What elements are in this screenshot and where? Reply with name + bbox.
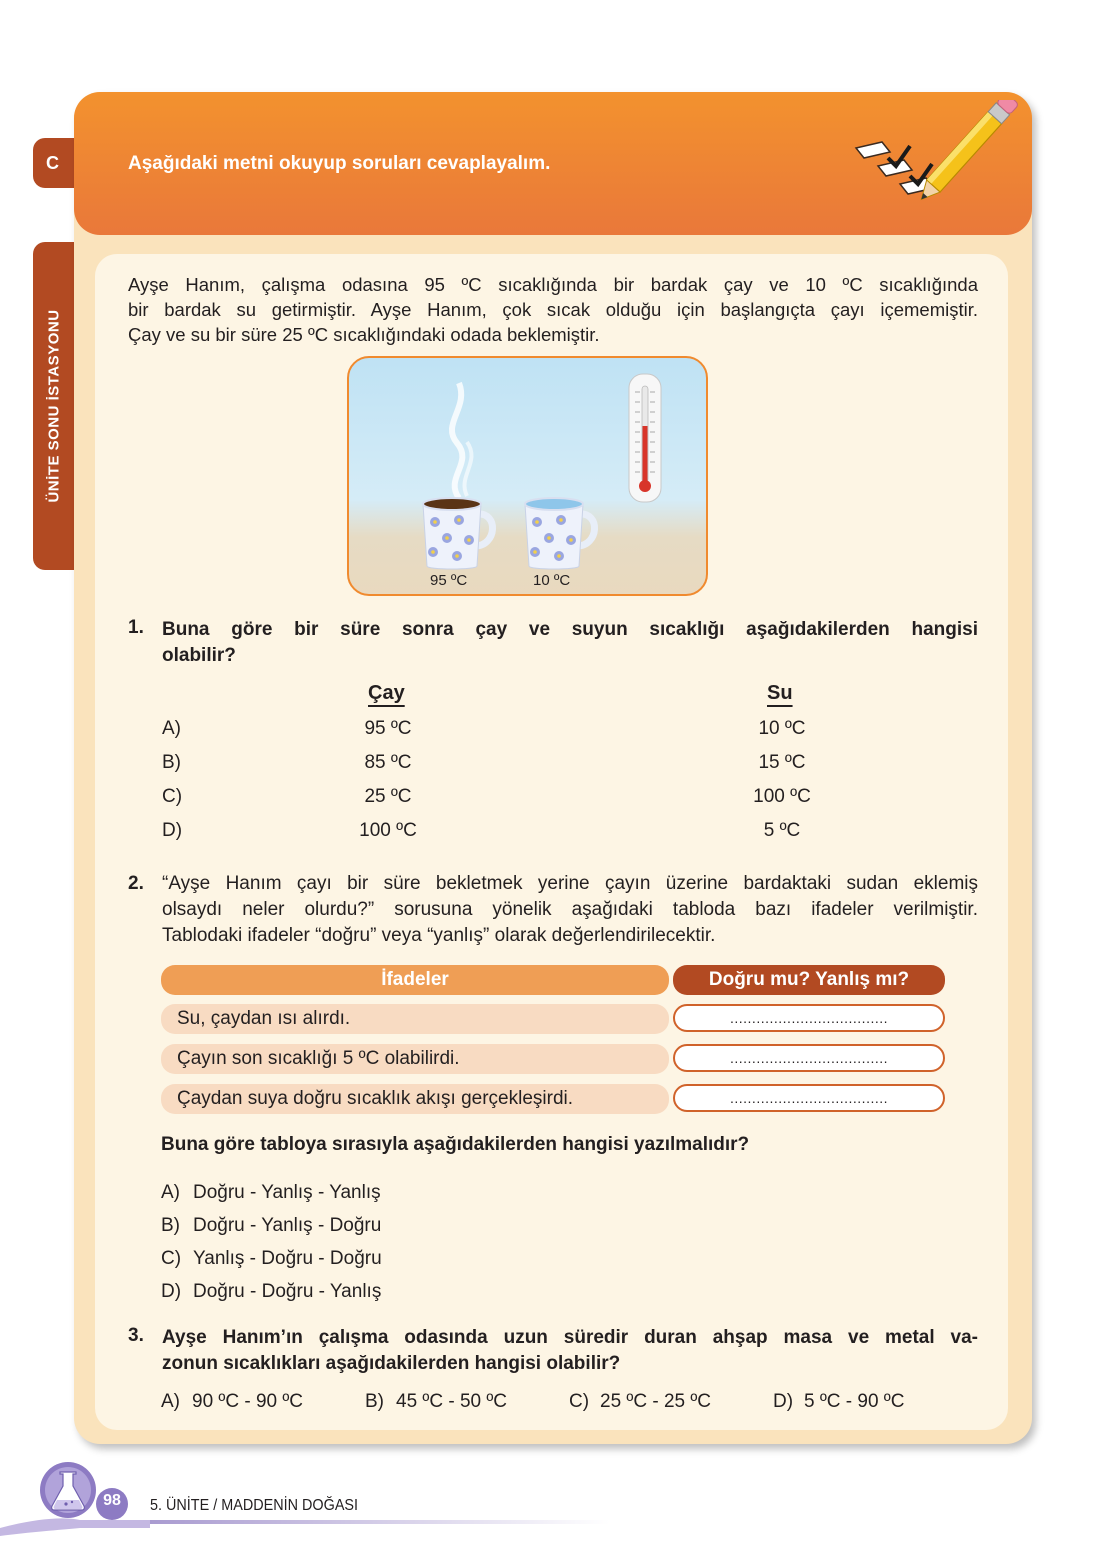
q3-option-letter: D)	[773, 1391, 794, 1412]
q3-option-text: 25 ºC - 25 ºC	[600, 1391, 712, 1412]
q1-option-letter: C)	[162, 786, 183, 807]
q2-number: 2.	[128, 873, 144, 894]
q1-text	[162, 617, 978, 669]
water-cup-icon	[521, 494, 601, 572]
q2-line: Tablodaki ifadeler “doğru” veya “yanlış” olarak değerlendirilecektir.	[162, 925, 716, 946]
footer-unit-title: 5. ÜNİTE / MADDENİN DOĞASI	[150, 1497, 359, 1514]
q1-col-su: Su	[767, 682, 793, 704]
q1-option-cay: 100 ºC	[359, 820, 417, 841]
answer-blank[interactable]: ....................................	[673, 1044, 945, 1072]
q1-number: 1.	[128, 617, 144, 638]
q2-option-text: Yanlış - Doğru - Doğru	[193, 1248, 382, 1269]
q3-option-letter: C)	[569, 1391, 590, 1412]
q1-option-su: 15 ºC	[758, 752, 806, 773]
answer-blank[interactable]: ....................................	[673, 1004, 945, 1032]
unit-end-station-tab	[33, 242, 75, 570]
q1-option-su: 5 ºC	[763, 820, 801, 841]
q1-line: Buna göre bir süre sonra çay ve suyun sıcaklığı aşağıdakilerden hangisi	[162, 619, 978, 640]
q2-option-letter: B)	[161, 1215, 180, 1236]
q3-number: 3.	[128, 1325, 144, 1346]
q2-sub-question: Buna göre tabloya sırasıyla aşağıdakilerden hangisi yazılmalıdır?	[161, 1134, 750, 1155]
tea-temp-label: 95 ºC	[430, 572, 468, 589]
q2-option-text: Doğru - Yanlış - Doğru	[193, 1215, 382, 1236]
q3-option-text: 5 ºC - 90 ºC	[804, 1391, 905, 1412]
q2-option-letter: D)	[161, 1281, 182, 1302]
section-tab: C	[33, 138, 88, 188]
intro-line: Ayşe Hanım, çalışma odasına 95 ºC sıcaklığında bir bardak çay ve 10 ºC sıcaklığında	[128, 274, 978, 295]
q2-option-letter: C)	[161, 1248, 182, 1269]
q1-line: olabilir?	[162, 645, 236, 666]
pencil-checklist-icon	[848, 100, 1018, 210]
q1-option-cay: 85 ºC	[364, 752, 412, 773]
q1-option-letter: B)	[162, 752, 181, 773]
footer-rule	[150, 1520, 610, 1524]
q1-option-su: 10 ºC	[758, 718, 806, 739]
table-header-true-false: Doğru mu? Yanlış mı?	[673, 965, 945, 995]
statement-row: Su, çaydan ısı alırdı.	[161, 1004, 669, 1034]
q1-option-cay: 95 ºC	[364, 718, 412, 739]
tea-water-illustration	[347, 356, 708, 596]
q3-line: Ayşe Hanım’ın çalışma odasında uzun süredir duran ahşap masa ve metal va-	[162, 1327, 978, 1348]
q1-option-letter: A)	[162, 718, 181, 739]
q2-line: “Ayşe Hanım çayı bir süre bekletmek yerine çayın üzerine bardaktaki sudan eklemiş	[162, 873, 978, 894]
q2-option-text: Doğru - Doğru - Yanlış	[193, 1281, 382, 1302]
q3-option-text: 45 ºC - 50 ºC	[396, 1391, 508, 1412]
q3-option-letter: B)	[365, 1391, 384, 1412]
statement-row: Çaydan suya doğru sıcaklık akışı gerçekleşirdi.	[161, 1084, 669, 1114]
table-header-statements: İfadeler	[161, 965, 669, 995]
q1-option-su: 100 ºC	[753, 786, 811, 807]
intro-paragraph	[128, 272, 978, 347]
page-number: 98	[103, 1492, 121, 1509]
q3-option-text: 90 ºC - 90 ºC	[192, 1391, 304, 1412]
intro-line: Çay ve su bir süre 25 ºC sıcaklığındaki odada beklemiştir.	[128, 324, 600, 345]
q2-line: olsaydı neler olurdu?” sorusuna yönelik aşağıdaki tabloda bazı ifadeler verilmiştir.	[162, 899, 978, 920]
q2-option-letter: A)	[161, 1182, 180, 1203]
header-title: Aşağıdaki metni okuyup soruları cevaplayalım.	[128, 153, 551, 174]
thermometer-icon	[627, 372, 663, 504]
tea-cup-icon	[419, 494, 499, 572]
q3-line: zonun sıcaklıkları aşağıdakilerden hangisi olabilir?	[162, 1353, 621, 1374]
answer-blank[interactable]: ....................................	[673, 1084, 945, 1112]
q2-option-text: Doğru - Yanlış - Yanlış	[193, 1182, 381, 1203]
q3-text	[162, 1325, 978, 1377]
q1-option-cay: 25 ºC	[364, 786, 412, 807]
water-temp-label: 10 ºC	[533, 572, 571, 589]
q2-text	[162, 871, 978, 949]
statement-row: Çayın son sıcaklığı 5 ºC olabilirdi.	[161, 1044, 669, 1074]
q1-option-letter: D)	[162, 820, 183, 841]
intro-line: bir bardak su getirmiştir. Ayşe Hanım, çok sıcak olduğu için başlangıçta çayı içememiştir.	[128, 299, 978, 320]
flask-page-badge-icon	[0, 1460, 150, 1560]
q3-option-letter: A)	[161, 1391, 180, 1412]
unit-end-station-label: ÜNİTE SONU İSTASYONU	[45, 309, 63, 503]
q1-col-cay: Çay	[368, 682, 405, 704]
